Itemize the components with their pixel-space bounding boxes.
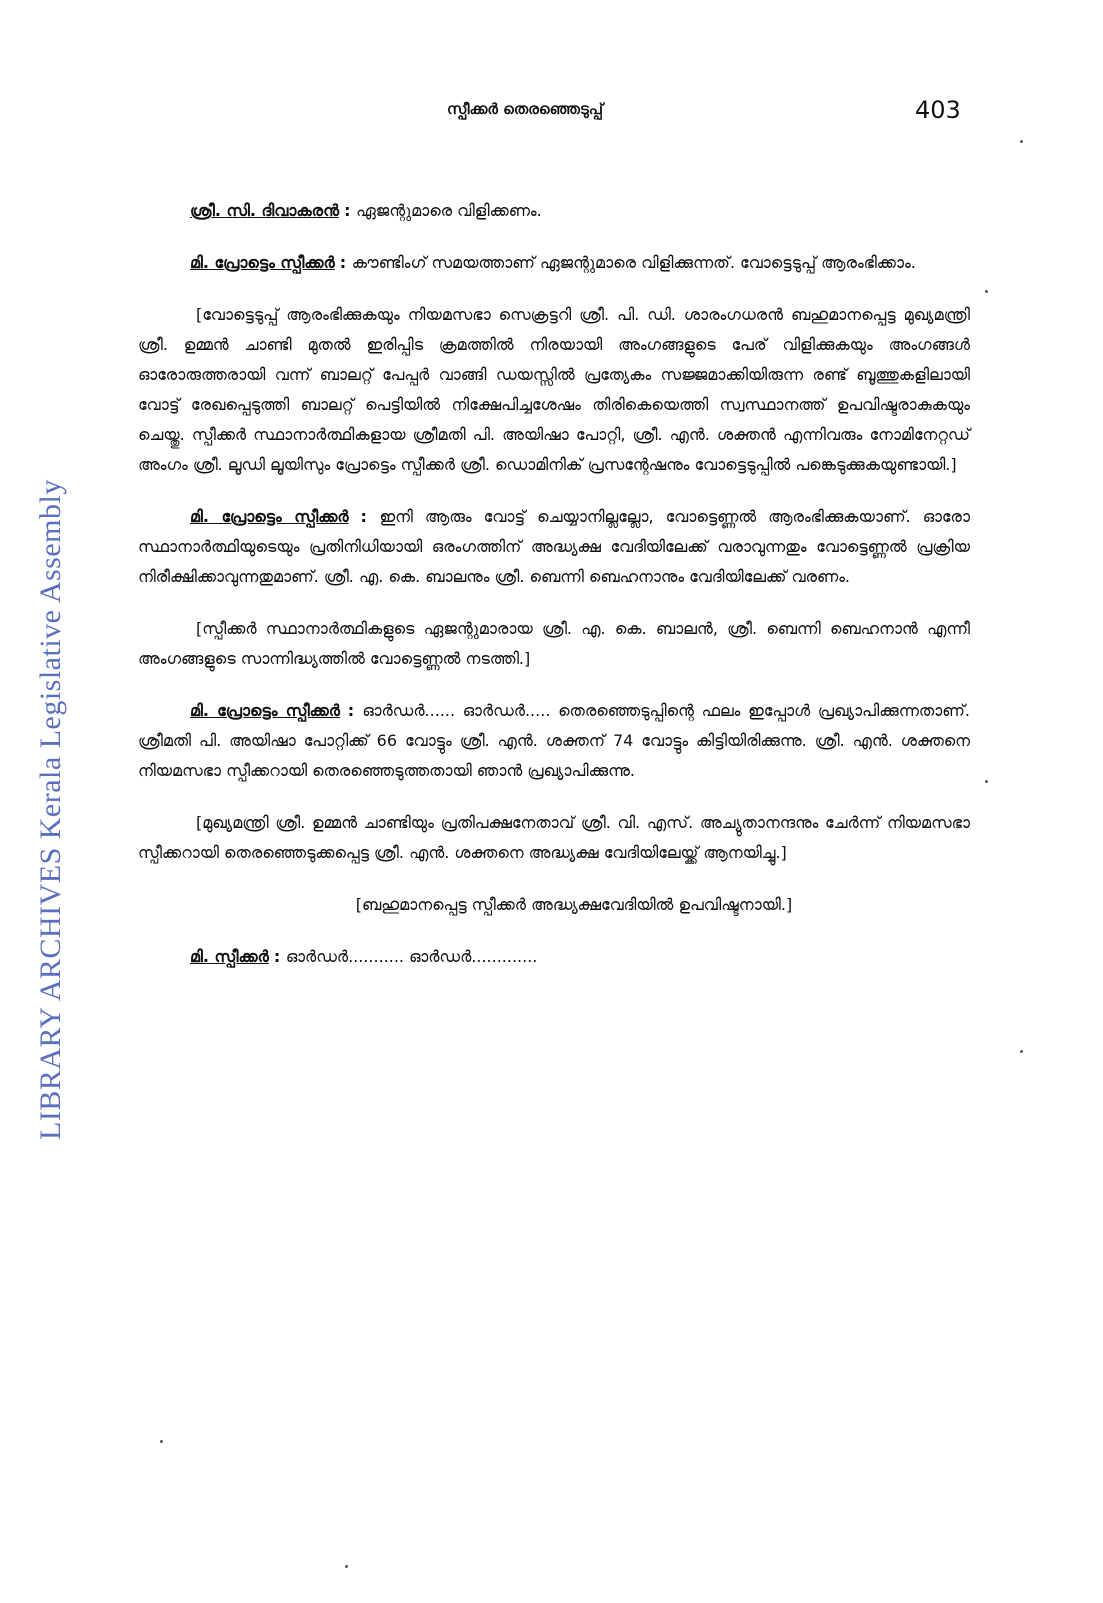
speaker-name: മി. സ്പീക്കർ xyxy=(190,947,269,966)
library-archives-watermark: LIBRARY ARCHIVES Kerala Legislative Assembly xyxy=(34,479,67,1140)
speaker-name: മി. പ്രോട്ടെം സ്പീക്കർ xyxy=(190,253,335,272)
speech-paragraph: ശ്രീ. സി. ദിവാകരൻ : ഏജന്റുമാരെ വിളിക്കണം. xyxy=(190,201,542,220)
scan-speck xyxy=(1020,140,1023,143)
procedure-note: [ബഹുമാനപ്പെട്ട സ്പീക്കർ അദ്ധ്യക്ഷവേദിയിൽ ഉപവിഷ്ടനായി.] xyxy=(355,895,793,914)
proceedings-body xyxy=(138,196,970,994)
speech-paragraph: മി. പ്രോട്ടെം സ്പീക്കർ : ഓർഡർ...... ഓർഡർ..... തെരഞ്ഞെടുപ്പിന്റെ ഫലം ഇപ്പോൾ പ്രഖ്യാപിക്കുന്നതാണ്. ശ്രീമതി പി. അയിഷാ പോറ്റിക്ക് 66 വോട്ടും ശ്രീ. എൻ. ശക്തന് 74 വോട്ടും കിട്ടിയിരിക്കുന്നു. ശ്രീ. എൻ. ശക്തനെ നിയമസഭാ സ്പീക്കറായി തെരഞ്ഞെടുത്തതായി ഞാൻ പ്രഖ്യാപിക്കുന്നു. xyxy=(138,701,970,780)
scan-speck xyxy=(345,1565,348,1568)
speech-paragraph: മി. സ്പീക്കർ : ഓർഡർ........... ഓർഡർ............. xyxy=(190,947,538,966)
scan-speck xyxy=(1020,1050,1023,1053)
speech-text: കൗണ്ടിംഗ് സമയത്താണ് ഏജന്റുമാരെ വിളിക്കുന്നത്. വോട്ടെടുപ്പ് ആരംഭിക്കാം. xyxy=(351,253,916,272)
speaker-name: മി. പ്രോട്ടെം സ്പീക്കർ xyxy=(190,507,349,526)
speaker-name: ശ്രീ. സി. ദിവാകരൻ xyxy=(190,201,339,220)
speech-text: ഓർഡർ........... ഓർഡർ............. xyxy=(285,947,538,966)
page-number: 403 xyxy=(915,96,961,124)
speech-text: ഓർഡർ...... ഓർഡർ..... തെരഞ്ഞെടുപ്പിന്റെ ഫലം ഇപ്പോൾ പ്രഖ്യാപിക്കുന്നതാണ്. ശ്രീമതി പി. അയിഷാ പോറ്റിക്ക് 66 വോട്ടും ശ്രീ. എൻ. ശക്തന് 74 വോട്ടും കിട്ടിയിരിക്കുന്നു. ശ്രീ. എൻ. ശക്തനെ നിയമസഭാ സ്പീക്കറായി തെരഞ്ഞെടുത്തതായി ഞാൻ പ്രഖ്യാപിക്കുന്നു. xyxy=(138,701,970,780)
scan-speck xyxy=(985,780,988,783)
procedure-note: [വോട്ടെടുപ്പ് ആരംഭിക്കുകയും നിയമസഭാ സെക്രട്ടറി ശ്രീ. പി. ഡി. ശാരംഗധരൻ ബഹുമാനപ്പെട്ട മുഖ്യമന്ത്രി ശ്രീ. ഉമ്മൻ ചാണ്ടി മുതൽ ഇരിപ്പിട ക്രമത്തിൽ നിരയായി അംഗങ്ങളുടെ പേര് വിളിക്കുകയും അംഗങ്ങൾ ഓരോരുത്തരായി വന്ന് ബാലറ്റ് പേപ്പർ വാങ്ങി ഡയസ്സിൽ പ്രത്യേകം സജ്ജമാക്കിയിരുന്ന രണ്ട് ബൂത്തുകളിലായി വോട്ട് രേഖപ്പെടുത്തി ബാലറ്റ് പെട്ടിയിൽ നിക്ഷേപിച്ചശേഷം തിരികെയെത്തി സ്വസ്ഥാനത്ത് ഉപവിഷ്ടരാകുകയും ചെയ്തു. സ്പീക്കർ സ്ഥാനാർത്ഥികളായ ശ്രീമതി പി. അയിഷാ പോറ്റി, ശ്രീ. എൻ. ശക്തൻ എന്നിവരും നോമിനേറ്റഡ് അംഗം ശ്രീ. ലൂഡി ലൂയിസും പ്രോട്ടെം സ്പീക്കർ ശ്രീ. ഡൊമിനിക് പ്രസന്റേഷനും വോട്ടെടുപ്പിൽ പങ്കെടുക്കുകയുണ്ടായി.] xyxy=(138,305,970,474)
scan-speck xyxy=(160,1440,163,1443)
speech-paragraph: മി. പ്രോട്ടെം സ്പീക്കർ : കൗണ്ടിംഗ് സമയത്താണ് ഏജന്റുമാരെ വിളിക്കുന്നത്. വോട്ടെടുപ്പ് ആരംഭിക്കാം. xyxy=(190,253,916,272)
scan-speck xyxy=(985,290,988,293)
procedure-note: [സ്പീക്കർ സ്ഥാനാർത്ഥികളുടെ ഏജന്റുമാരായ ശ്രീ. എ. കെ. ബാലൻ, ശ്രീ. ബെന്നി ബെഹനാൻ എന്നീ അംഗങ്ങളുടെ സാന്നിദ്ധ്യത്തിൽ വോട്ടെണ്ണൽ നടത്തി.] xyxy=(138,619,970,668)
speech-text: ഏജന്റുമാരെ വിളിക്കണം. xyxy=(356,201,542,220)
speech-paragraph: മി. പ്രോട്ടെം സ്പീക്കർ : ഇനി ആരും വോട്ട് ചെയ്യാനില്ലല്ലോ, വോട്ടെണ്ണൽ ആരംഭിക്കുകയാണ്. ഓരോ സ്ഥാനാർത്ഥിയുടെയും പ്രതിനിധിയായി ഒരംഗത്തിന് അദ്ധ്യക്ഷ വേദിയിലേക്ക് വരാവുന്നതും വോട്ടെണ്ണൽ പ്രക്രിയ നിരീക്ഷിക്കാവുന്നതുമാണ്. ശ്രീ. എ. കെ. ബാലനും ശ്രീ. ബെന്നി ബെഹനാനും വേദിയിലേക്ക് വരണം. xyxy=(138,507,970,586)
speaker-name: മി. പ്രോട്ടെം സ്പീക്കർ xyxy=(190,701,340,720)
procedure-note: [മുഖ്യമന്ത്രി ശ്രീ. ഉമ്മൻ ചാണ്ടിയും പ്രതിപക്ഷനേതാവ് ശ്രീ. വി. എസ്. അച്യുതാനന്ദനും ചേർന്ന് നിയമസഭാ സ്പീക്കറായി തെരഞ്ഞെടുക്കപ്പെട്ട ശ്രീ. എൻ. ശക്തനെ അദ്ധ്യക്ഷ വേദിയിലേയ്ക്ക് ആനയിച്ചു.] xyxy=(138,813,970,862)
running-head-title: സ്പീക്കർ തെരഞ്ഞെടുപ്പ് xyxy=(447,100,603,118)
speech-text: ഇനി ആരും വോട്ട് ചെയ്യാനില്ലല്ലോ, വോട്ടെണ്ണൽ ആരംഭിക്കുകയാണ്. ഓരോ സ്ഥാനാർത്ഥിയുടെയും പ്രതിനിധിയായി ഒരംഗത്തിന് അദ്ധ്യക്ഷ വേദിയിലേക്ക് വരാവുന്നതും വോട്ടെണ്ണൽ പ്രക്രിയ നിരീക്ഷിക്കാവുന്നതുമാണ്. ശ്രീ. എ. കെ. ബാലനും ശ്രീ. ബെന്നി ബെഹനാനും വേദിയിലേക്ക് വരണം. xyxy=(138,507,970,586)
